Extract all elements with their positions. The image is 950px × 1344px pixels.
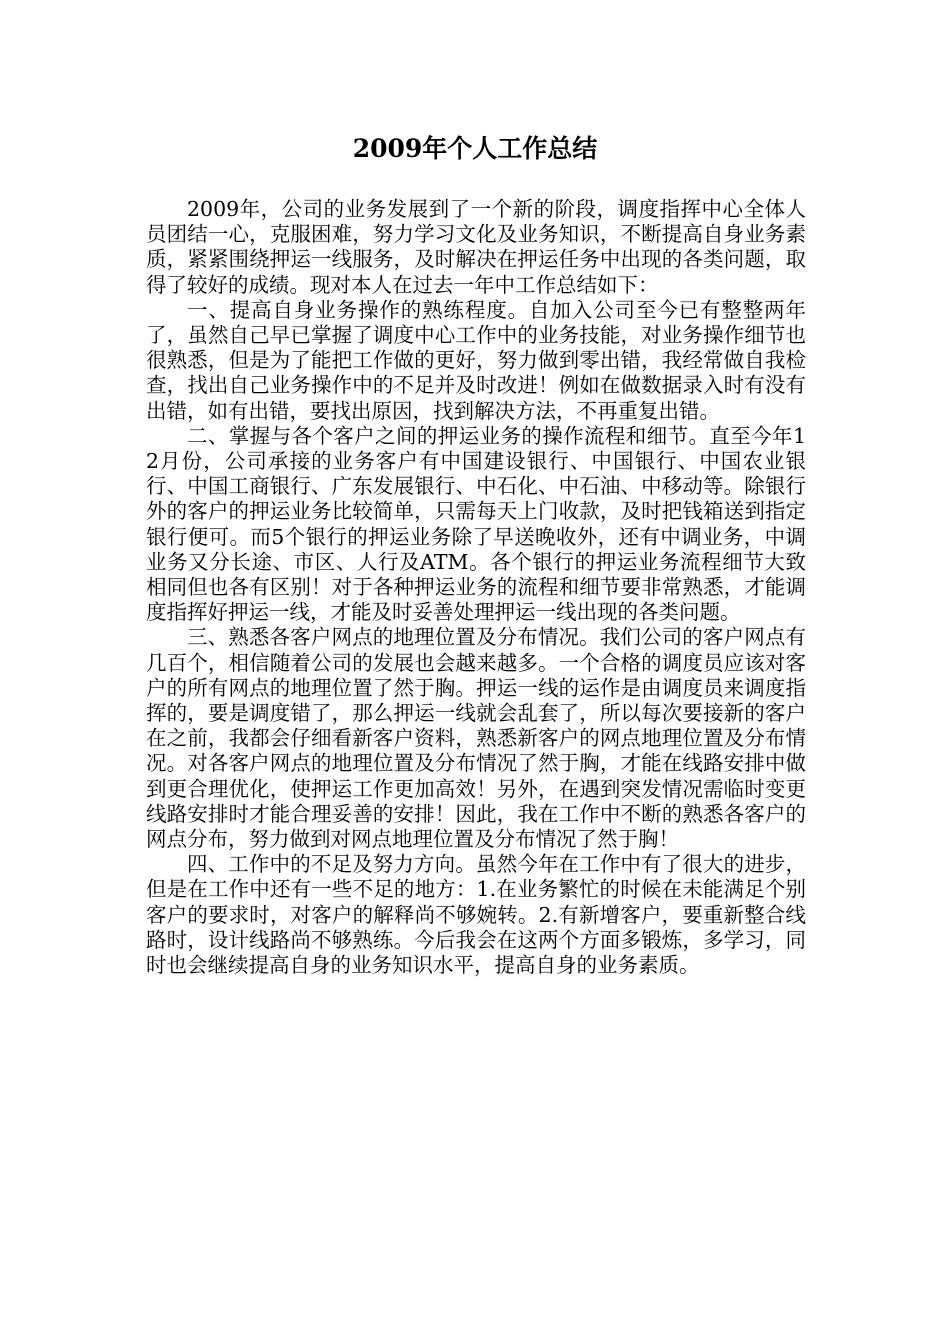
paragraph-section-2: 二、掌握与各个客户之间的押运业务的操作流程和细节。直至今年12月份，公司承接的业务客户有中国建设银行、中国银行、中国农业银行、中国工商银行、广东发展银行、中石化、中石油、中移动等。除银行外的客户的押运业务比较简单，只需每天上门收款，及时把钱箱送到指定银行便可。而5个银行的押运业务除了早送晚收外，还有中调业务，中调业务又分长途、市区、人行及ATM。各个银行的押运业务流程细节大致相同但也各有区别！对于各种押运业务的流程和细节要非常熟悉，才能调度指挥好押运一线，才能及时妥善处理押运一线出现的各类问题。 (146, 423, 806, 625)
document-body (146, 197, 806, 978)
paragraph-intro: 2009年，公司的业务发展到了一个新的阶段，调度指挥中心全体人员团结一心，克服困难，努力学习文化及业务知识，不断提高自身业务素质，紧紧围绕押运一线服务，及时解决在押运任务中出现的各类问题，取得了较好的成绩。现对本人在过去一年中工作总结如下： (146, 197, 806, 297)
paragraph-section-4: 四、工作中的不足及努力方向。虽然今年在工作中有了很大的进步，但是在工作中还有一些不足的地方：1.在业务繁忙的时候在未能满足个别客户的要求时，对客户的解释尚不够婉转。2.有新增客户，要重新整合线路时，设计线路尚不够熟练。今后我会在这两个方面多锻炼，多学习，同时也会继续提高自身的业务知识水平，提高自身的业务素质。 (146, 852, 806, 978)
paragraph-section-1: 一、提高自身业务操作的熟练程度。自加入公司至今已有整整两年了，虽然自己早已掌握了调度中心工作中的业务技能，对业务操作细节也很熟悉，但是为了能把工作做的更好，努力做到零出错，我经常做自我检查，找出自己业务操作中的不足并及时改进！例如在做数据录入时有没有出错，如有出错，要找出原因，找到解决方法，不再重复出错。 (146, 297, 806, 423)
paragraph-section-3: 三、熟悉各客户网点的地理位置及分布情况。我们公司的客户网点有几百个，相信随着公司的发展也会越来越多。一个合格的调度员应该对客户的所有网点的地理位置了然于胸。押运一线的运作是由调度员来调度指挥的，要是调度错了，那么押运一线就会乱套了，所以每次要接新的客户在之前，我都会仔细看新客户资料，熟悉新客户的网点地理位置及分布情况。对各客户网点的地理位置及分布情况了然于胸，才能在线路安排中做到更合理优化，使押运工作更加高效！另外，在遇到突发情况需临时变更线路安排时才能合理妥善的安排！因此，我在工作中不断的熟悉各客户的网点分布，努力做到对网点地理位置及分布情况了然于胸！ (146, 625, 806, 852)
document-title: 2009年个人工作总结 (352, 134, 598, 163)
